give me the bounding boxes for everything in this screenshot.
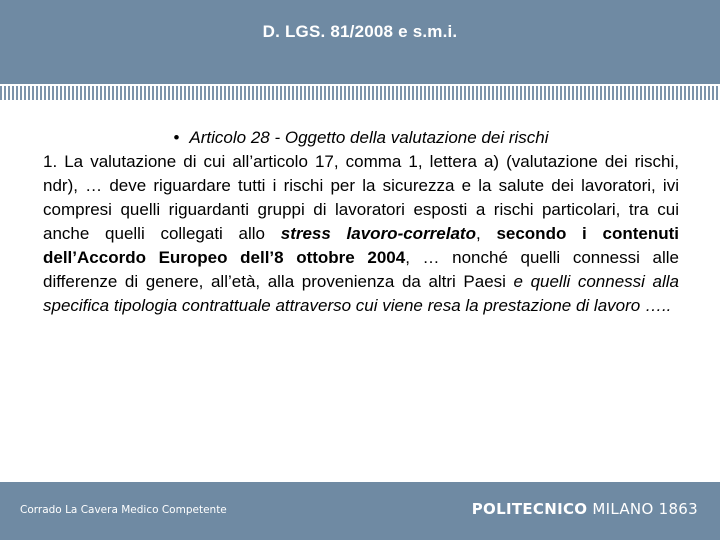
politecnico-logo: [472, 500, 698, 518]
paragraph-accordo-reference: secondo i contenuti dell’Accordo Europeo dell’8 ottobre 2004: [43, 224, 679, 267]
footer-author: Corrado La Cavera Medico Competente: [20, 504, 227, 516]
paragraph-part-3: ,: [475, 224, 497, 243]
footer-bar: [0, 482, 720, 540]
logo-milano: MILANO 1863: [587, 500, 698, 518]
article-heading-text: Articolo 28 - Oggetto della valutazione dei rischi: [189, 128, 549, 147]
article-heading: [43, 126, 679, 150]
paragraph-part-5: , … nonché quelli connessi alle differenze di genere, all’età, alla provenienza da altri Paesi: [43, 248, 679, 291]
logo-politecnico: POLITECNICO: [471, 500, 588, 518]
article-paragraph: [43, 150, 679, 318]
decorative-stripe: [0, 86, 720, 100]
paragraph-stress-term: stress lavoro-correlato: [280, 224, 476, 243]
bullet-icon: •: [173, 128, 180, 147]
header-bar: [0, 0, 720, 84]
paragraph-part-1: 1. La valutazione di cui all’articolo 17, comma 1, lettera a) (valutazione dei rischi, ndr), … deve riguardare tutti i rischi per la sicurezza e la salute dei lavoratori, ivi compresi quelli riguardanti gruppi di lavoratori esposti a rischi particolari, tra cui anche quelli collegati allo: [43, 152, 679, 243]
slide-title: D. LGS. 81/2008 e s.m.i.: [262, 22, 458, 41]
slide-body: [43, 126, 679, 318]
paragraph-part-6: e quelli connessi alla specifica tipologia contrattuale attraverso cui viene resa la prestazione di lavoro …..: [43, 272, 679, 315]
